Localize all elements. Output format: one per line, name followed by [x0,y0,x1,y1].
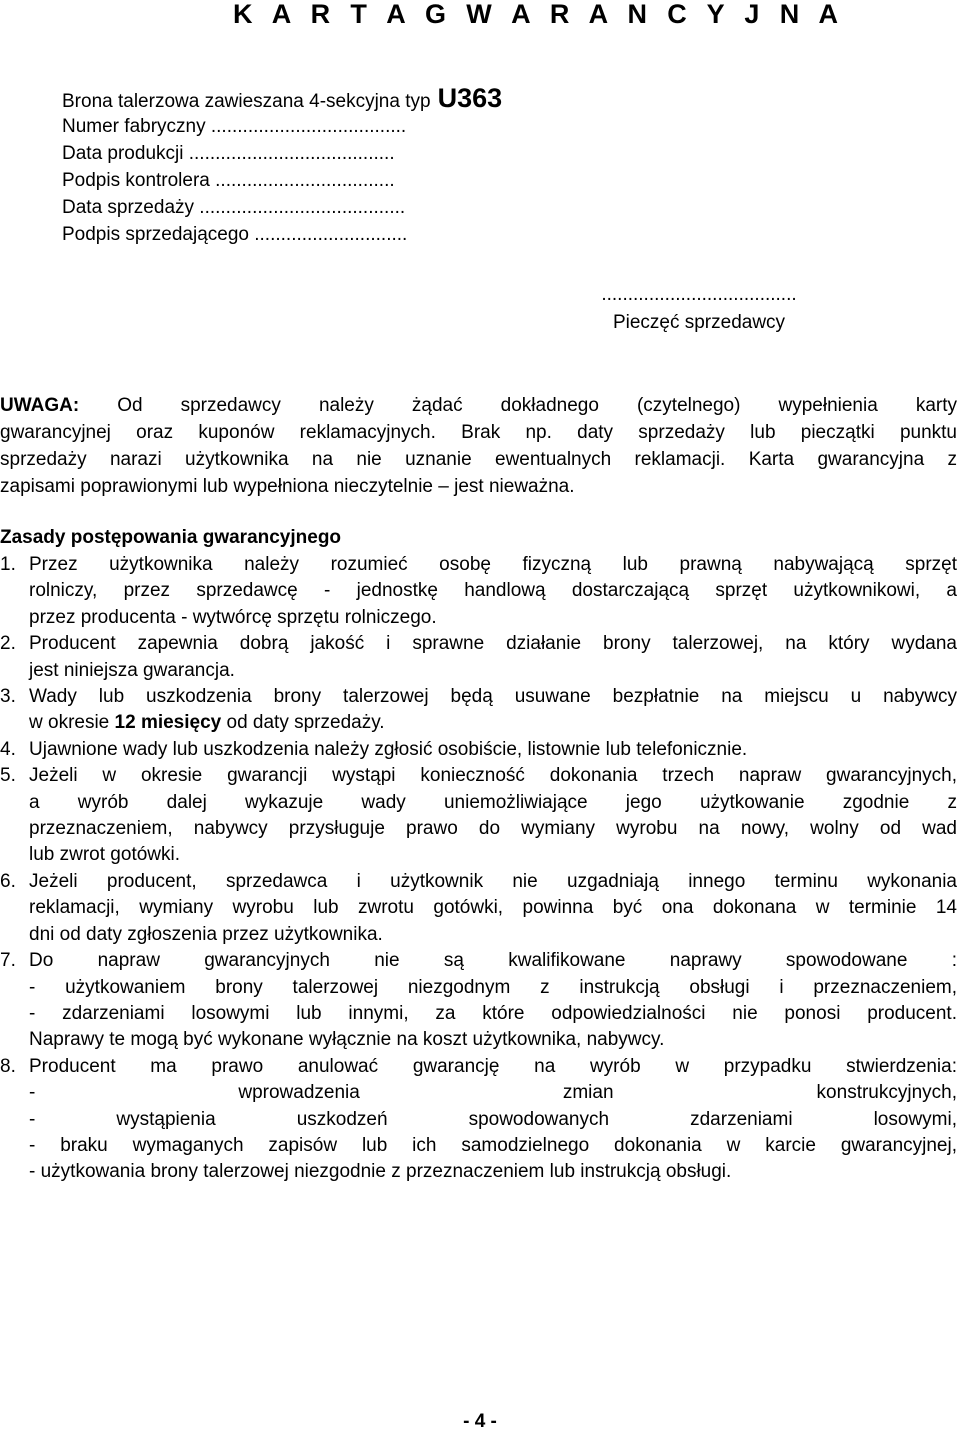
rule-item [0,552,957,631]
rule-line: lub zwrot gotówki. [29,844,181,866]
rule-line: - użytkowania brony talerzowej niezgodnie z przeznaczeniem lub instrukcją obsługi. [29,1161,732,1183]
rule-line: Producent zapewnia dobrą jakość i sprawne działanie brony talerzowej, na który wydana [29,633,957,655]
warranty-period: 12 miesięcy [114,712,222,734]
rule-line: jest niniejsza gwarancja. [29,659,235,681]
rule-line: - wystąpienia uszkodzeń spowodowanych zdarzeniami losowymi, [29,1108,957,1130]
page-title: K A R T A G W A R A N C Y J N A [233,0,845,29]
note-line: sprzedaży narazi użytkownika na nie uznanie ewentualnych reklamacji. Karta gwarancyjna z [0,449,957,470]
rule-number: 6. [0,870,16,892]
rule-item [0,737,957,763]
rule-line: - zdarzeniami losowymi lub innymi, za które odpowiedzialności nie ponosi producent. [29,1002,957,1024]
note-line: zapisami poprawionymi lub wypełniona nieczytelnie – jest nieważna. [0,476,575,497]
note-line: gwarancyjnej oraz kuponów reklamacyjnych. Brak np. daty sprzedaży lub pieczątki punktu [0,422,957,443]
rule-item [0,948,957,1054]
rule-line: rolniczy, przez sprzedawcę - jednostkę handlową dostarczającą sprzęt użytkownikowi, a [29,580,957,602]
rule-line: - braku wymaganych zapisów lub ich samodzielnego dokonania w karcie gwarancyjnej, [29,1134,957,1156]
page-number: - 4 - [463,1411,497,1432]
rule-item [0,1054,957,1186]
rule-line: Przez użytkownika należy rozumieć osobę fizyczną lub prawną nabywającą sprzęt [29,554,957,575]
production-date-field: Data produkcji ....................................... [62,143,395,164]
rule-item [0,869,957,948]
rule-number: 2. [0,633,16,655]
rule-line: a wyrób dalej wykazuje wady uniemożliwiające jego użytkowanie zgodnie z [29,791,957,813]
rule-number: 4. [0,738,16,760]
rules-heading: Zasady postępowania gwarancyjnego [0,527,342,548]
rule-item [0,684,957,737]
rule-item [0,631,957,684]
inspector-signature-field: Podpis kontrolera .................................. [62,170,395,191]
rule-line: Producent ma prawo anulować gwarancję na wyrób w przypadku stwierdzenia: [29,1055,957,1077]
rule-line: przeznaczeniem, nabywcy przysługuje prawo do wymiany wyrobu na nowy, wolny od wad [29,818,957,840]
rule-number: 3. [0,686,16,708]
rule-line: Naprawy te mogą być wykonane wyłącznie na koszt użytkownika, nabywcy. [29,1029,665,1051]
rule-line: dni od daty zgłoszenia przez użytkownika. [29,923,383,945]
rule-number: 1. [0,554,16,575]
rule-line: Do napraw gwarancyjnych nie są kwalifikowane naprawy spowodowane : [29,950,957,972]
rule-number: 7. [0,950,16,972]
rule-line: Jeżeli producent, sprzedawca i użytkownik nie uzgadniają innego terminu wykonania [29,870,957,892]
rule-line [29,710,957,736]
rule-line: - wprowadzenia zmian konstrukcyjnych, [29,1082,957,1104]
rule-number: 5. [0,765,16,787]
serial-number-field: Numer fabryczny ..................................... [62,116,407,137]
rules-list [0,552,957,1186]
warning-note [0,392,957,500]
rule-line: Ujawnione wady lub uszkodzenia należy zgłosić osobiście, listownie lub telefonicznie. [29,738,748,760]
stamp-label: Pieczęć sprzedawcy [612,312,786,333]
rule-line: - użytkowaniem brony talerzowej niezgodnym z instrukcją obsługi i przeznaczeniem, [29,976,957,998]
product-fields [62,84,502,248]
rule-line: Jeżeli w okresie gwarancji wystąpi konieczność dokonania trzech napraw gwarancyjnych, [29,765,957,787]
stamp-line: ..................................... [601,284,797,305]
product-line [62,84,502,113]
seller-stamp [540,281,858,337]
rule-text: w okresie [29,712,115,734]
rule-number: 8. [0,1055,16,1077]
sale-date-field: Data sprzedaży ....................................... [62,197,406,218]
rule-line: przez producenta - wytwórcę sprzętu rolniczego. [29,606,437,628]
rule-item [0,763,957,869]
note-line: UWAGA: Od sprzedawcy należy żądać dokładnego (czytelnego) wypełnienia karty [0,395,957,416]
seller-signature-field: Podpis sprzedającego ............................. [62,224,408,245]
rule-text: od daty sprzedaży. [221,712,385,734]
rule-line: Wady lub uszkodzenia brony talerzowej będą usuwane bezpłatnie na miejscu u nabywcy [29,686,957,708]
product-label: Brona talerzowa zawieszana 4-sekcyjna typ [62,91,431,112]
rule-line: reklamacji, wymiany wyrobu lub zwrotu gotówki, powinna być ona dokonana w terminie 14 [29,897,957,919]
product-model: U363 [437,83,503,113]
